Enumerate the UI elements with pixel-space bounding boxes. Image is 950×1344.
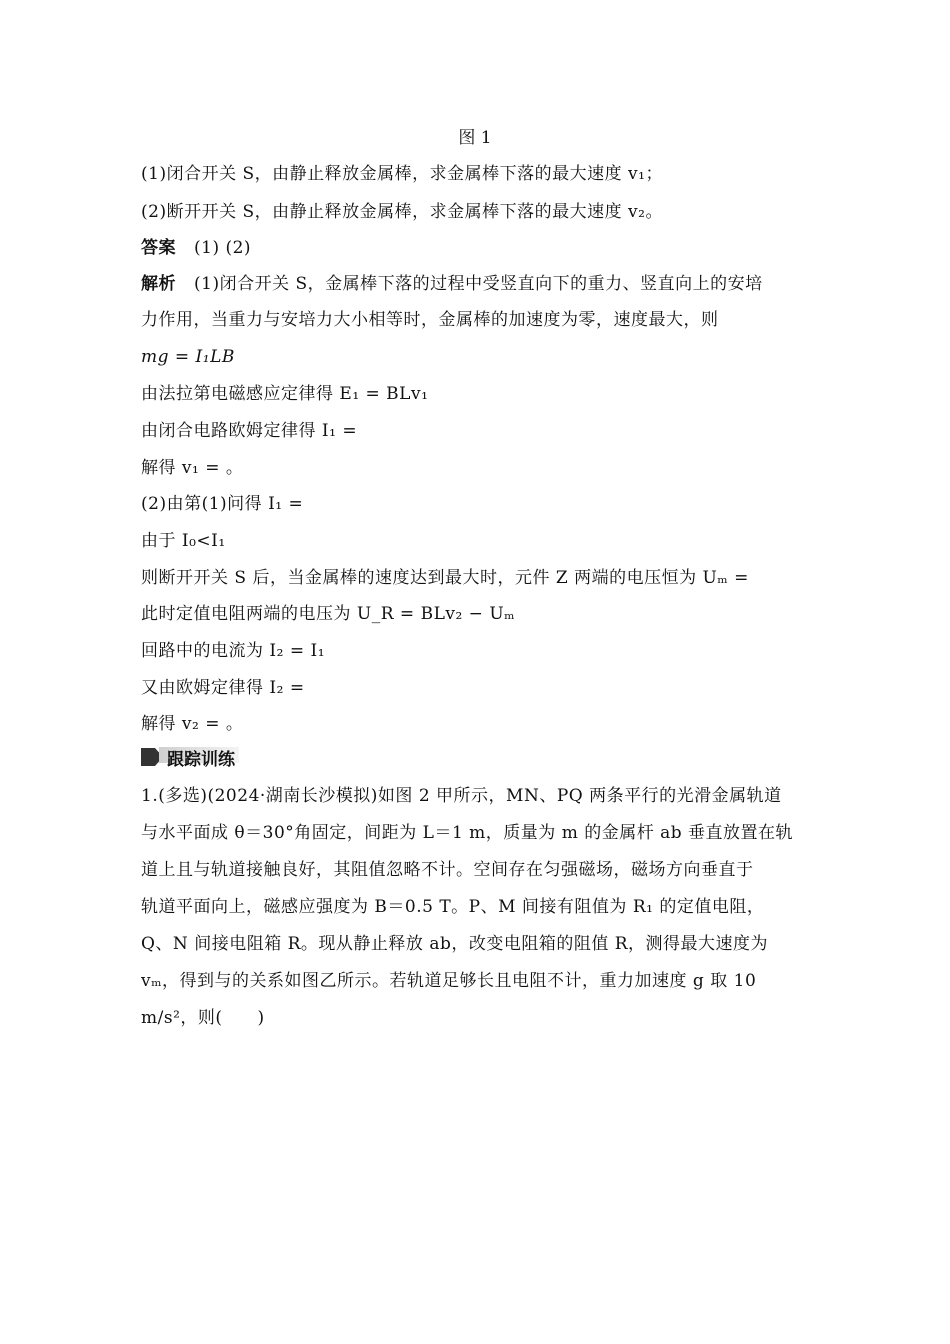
question-2: (2)断开开关 S，由静止释放金属棒，求金属棒下落的最大速度 v₂。 <box>141 202 663 222</box>
analysis-line-2: 力作用，当重力与安培力大小相等时，金属棒的加速度为零，速度最大，则 <box>141 310 719 330</box>
analysis-line-12: 又由欧姆定律得 I₂ = <box>141 678 305 698</box>
problem-line-3: 道上且与轨道接触良好，其阻值忽略不计。空间存在匀强磁场，磁场方向垂直于 <box>141 860 754 880</box>
problem-line-6: vₘ，得到与的关系如图乙所示。若轨道足够长且电阻不计，重力加速度 g 取 10 <box>141 971 757 991</box>
analysis-line-1 <box>141 272 763 296</box>
analysis-label: 解析 <box>141 274 176 294</box>
section-heading <box>141 745 235 769</box>
analysis-line-4: 由法拉第电磁感应定律得 E₁ = BLv₁ <box>141 384 429 404</box>
problem-line-2: 与水平面成 θ＝30°角固定，间距为 L＝1 m，质量为 m 的金属杆 ab 垂直放置在轨 <box>141 823 794 843</box>
analysis-line-3: mg = I₁LB <box>141 347 235 367</box>
analysis-line-10: 此时定值电阻两端的电压为 U_R = BLv₂ − Uₘ <box>141 604 516 624</box>
figure-caption: 图 1 <box>458 128 492 148</box>
question-1: (1)闭合开关 S，由静止释放金属棒，求金属棒下落的最大速度 v₁； <box>141 164 663 184</box>
analysis-line-5: 由闭合电路欧姆定律得 I₁ = <box>141 421 358 441</box>
analysis-line-11: 回路中的电流为 I₂ = I₁ <box>141 641 326 661</box>
problem-line-1: 1.(多选)(2024·湖南长沙模拟)如图 2 甲所示，MN、PQ 两条平行的光滑金属轨道 <box>141 786 782 806</box>
answer-text: (1) (2) <box>194 238 252 258</box>
problem-line-7: m/s²，则( ) <box>141 1008 265 1028</box>
section-title: 跟踪训练 <box>167 749 235 770</box>
problem-line-4: 轨道平面向上，磁感应强度为 B＝0.5 T。P、M 间接有阻值为 R₁ 的定值电阻， <box>141 897 765 917</box>
analysis-line-6: 解得 v₁ = 。 <box>141 458 244 478</box>
problem-line-5: Q、N 间接电阻箱 R。现从静止释放 ab，改变电阻箱的阻值 R，测得最大速度为 <box>141 934 769 954</box>
analysis-line-8: 由于 I₀<I₁ <box>141 531 226 551</box>
answer-label: 答案 <box>141 238 176 258</box>
analysis-line-9: 则断开开关 S 后，当金属棒的速度达到最大时，元件 Z 两端的电压恒为 Uₘ = <box>141 568 749 588</box>
analysis-line-7: (2)由第(1)问得 I₁ = <box>141 494 304 514</box>
analysis-line-13: 解得 v₂ = 。 <box>141 714 244 734</box>
analysis-text: (1)闭合开关 S，金属棒下落的过程中受竖直向下的重力、竖直向上的安培 <box>194 274 763 294</box>
answer-line <box>141 236 251 260</box>
